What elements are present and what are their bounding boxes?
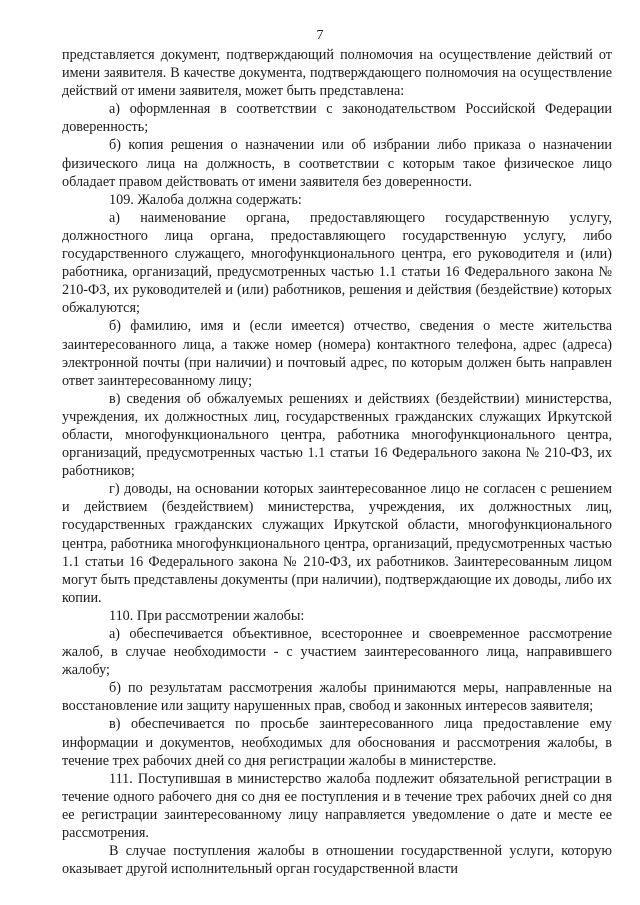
paragraph-authority-document: представляется документ, подтверждающий полномочия на осуществление действий от имени заявителя. В качестве документа, подтверждающего полномочия на осуществление действий от имени заявителя, может быть представлена: (62, 47, 612, 100)
document-body (62, 46, 612, 878)
paragraph-110-b: б) по результатам рассмотрения жалобы принимаются меры, направленные на восстановление или защиту нарушенных прав, свобод и законных интересов заявителя; (62, 680, 612, 715)
paragraph-item-b-appointment-copy: б) копия решения о назначении или об избрании либо приказа о назначении физического лица на должность, в соответствии с которым такое физическое лицо обладает правом действовать от имени заявителя без доверенности. (62, 137, 612, 190)
paragraph-109-c: в) сведения об обжалуемых решениях и действиях (бездействии) министерства, учреждения, их должностных лиц, государственных гражданских служащих Иркутской области, многофункционального центра, работника многофункционального центра, организаций, предусмотренных частью 1.1 статьи 16 Федерального закона № 210-ФЗ, их работников; (62, 390, 612, 480)
paragraph-110-a: а) обеспечивается объективное, всестороннее и своевременное рассмотрение жалоб, в случае необходимости - с участием заинтересованного лица, направившего жалобу; (62, 626, 612, 679)
paragraph-109-a: а) наименование органа, предоставляющего государственную услугу, должностного лица органа, предоставляющего государственную услугу, либо государственного служащего, многофункционального центра, его руководителя и (или) работника, организаций, предусмотренных частью 1.1 статьи 16 Федерального закона № 210-ФЗ, их руководителей и (или) работников, решения и действия (бездействие) которых обжалуются; (62, 209, 612, 317)
paragraph-110-heading: 110. При рассмотрении жалобы: (109, 607, 305, 624)
paragraph-109-heading: 109. Жалоба должна содержать: (109, 191, 302, 208)
paragraph-110-c: в) обеспечивается по просьбе заинтересованного лица предоставление ему информации и документов, необходимых для обоснования и рассмотрения жалобы, в течение трех рабочих дней со дня регистрации жалобы в министерстве. (62, 716, 612, 769)
page-number: 7 (316, 28, 324, 43)
paragraph-111: 111. Поступившая в министерство жалоба подлежит обязательной регистрации в течение одного рабочего дня со дня ее поступления и в течение трех рабочих дней со дня ее регистрации заинтересованному лицу направляется уведомление о дате и месте ее рассмотрения. (62, 770, 612, 842)
paragraph-109-d: г) доводы, на основании которых заинтересованное лицо не согласен с решением и действием (бездействием) министерства, учреждения, их должностных лиц, государственных гражданских служащих Иркутской области, многофункционального центра, работника многофункционального центра, организаций, предусмотренных частью 1.1 статьи 16 Федерального закона № 210-ФЗ, их работников. Заинтересованным лицом могут быть представлены документы (при наличии), подтверждающие их доводы, либо их копии. (62, 481, 612, 606)
paragraph-item-a-power-of-attorney: а) оформленная в соответствии с законодательством Российской Федерации доверенность; (62, 101, 612, 136)
paragraph-complaint-other-authority: В случае поступления жалобы в отношении государственной услуги, которую оказывает другой исполнительный орган государственной власти (62, 843, 612, 878)
paragraph-109-b: б) фамилию, имя и (если имеется) отчество, сведения о месте жительства заинтересованного лица, а также номер (номера) контактного телефона, адрес (адреса) электронной почты (при наличии) и почтовый адрес, по которым должен быть направлен ответ заинтересованному лицу; (62, 318, 612, 389)
